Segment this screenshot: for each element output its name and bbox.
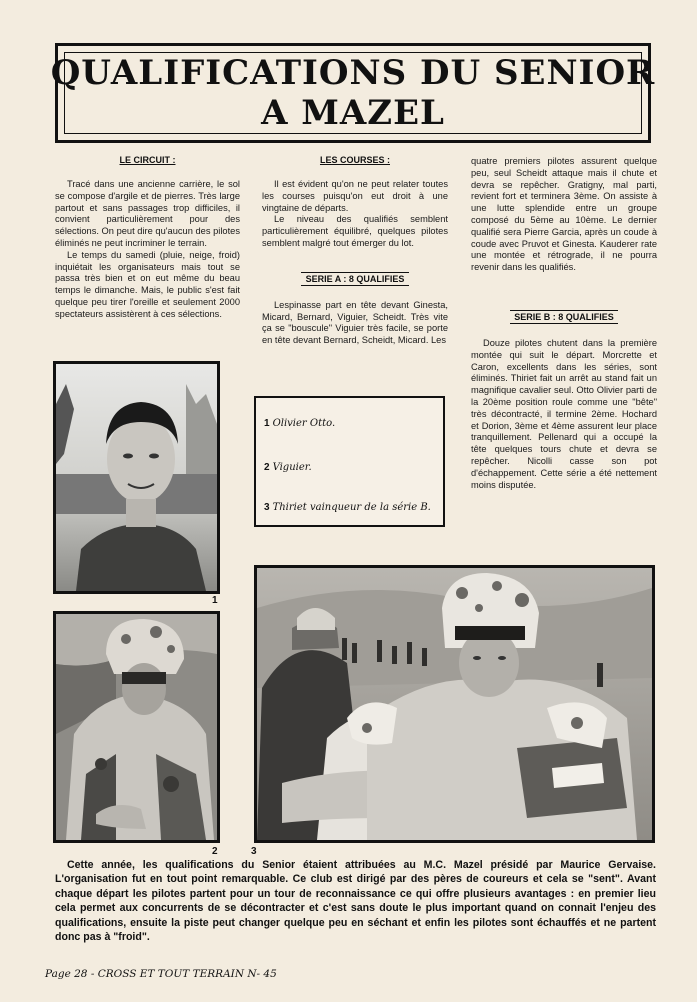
circuit-paragraph-2: Le temps du samedi (pluie, neige, froid) inquiétait les organisateurs mais tout se passa très bien et on eut même du beau temps le dimanche. Mais, le public s'est fait quelque peu tirer l'oreille et seulement 2000 spectateurs assistèrent à ces sélections. [55,249,240,319]
serie-a-continued-paragraph: quatre premiers pilotes assurent quelque peu, seul Scheidt attaque mais il chute et devra se repêcher. Gratigny, mal parti, revient fort et terminera 3ème. On assiste à une lutte splendide entre un groupe composé du 5ème au 10ème. Le dernier qualifié sera Pierre Garcia, après un coude à coude avec Pruvot et Ginesta. Kauderer rate une montée et rétrograde, il ne pourra revenir dans les qualifiés. [471,156,657,273]
heading-serie-a: SERIE A : 8 QUALIFIES [301,272,409,286]
photo-viguier [53,611,220,843]
photo-thiriet [254,565,655,843]
page-footer: Page 28 - CROSS ET TOUT TERRAIN N- 45 [45,968,277,980]
photo-number-1: 1 [212,595,218,606]
column-series [471,156,657,491]
photo-number-2: 2 [212,846,218,857]
title-frame [50,43,656,143]
serie-a-paragraph: Lespinasse part en tête devant Ginesta, Micard, Bernard, Viguier, Scheidt. Très vite ça se "bouscule" Viguier très facile, se porte en tête devant Bernard, Scheidt, Micard. Les [262,299,448,346]
caption-1 [264,418,335,429]
photo-viguier-image [56,614,217,840]
heading-serie-b: SERIE B : 8 QUALIFIES [510,310,618,324]
photo-thiriet-image [257,568,652,840]
caption-1-text: Olivier Otto. [272,418,336,429]
circuit-paragraph-1: Tracé dans une ancienne carrière, le sol se compose d'argile et de pierres. Très large partout et sans passages trop difficiles, il convient particulièrement pour des sélections. On peut dire qu'aucun des pilotes éliminés ne peut incriminer le terrain. [55,179,240,248]
serie-b-paragraph: Douze pilotes chutent dans la première montée qui suit le départ. Morcrette et Caron, excellents dans les séries, sont éliminés. Thiriet fait un arrêt au stand fait un magnifique cavalier seul. Otto Olivier parti de la 20ème position roule comme une "bête" très décontracté, il termine 2ème. Hochard et Dorion, 3ème et 4ème assurent leur place tranquillement. Pellenard qui a occupé la tête quelques tours chute et devra se repêcher. Nicolli casse son pot d'échappement. Cette série a été nettement moins disputée. [471,337,657,490]
captions-box [254,396,445,527]
heading-courses: LES COURSES : [319,155,390,165]
page-subtitle: A MAZEL [261,93,445,133]
page-title: QUALIFICATIONS DU SENIOR [50,53,656,93]
column-circuit [55,155,240,321]
column-courses [262,155,448,347]
intro-section [55,858,656,944]
photo-olivier-otto-image [56,364,217,591]
caption-2 [264,462,312,473]
courses-paragraph-1: Il est évident qu'on ne peut relater toutes les courses puisqu'on eut droit à une vingtaine de départs. [262,179,448,213]
courses-paragraph-2: Le niveau des qualifiés semblent particulièrement équilibré, quelques pilotes semblent malgré tout émerger du lot. [262,214,448,248]
caption-1-number: 1 [264,418,270,429]
caption-2-text: Viguier. [272,462,312,473]
caption-3-number: 3 [264,502,270,513]
title-inner-frame [50,52,656,134]
caption-3-text: Thiriet vainqueur de la série B. [272,502,431,513]
photo-number-3: 3 [251,846,257,857]
photo-olivier-otto [53,361,220,594]
caption-2-number: 2 [264,462,270,473]
caption-3 [264,502,431,513]
intro-paragraph: Cette année, les qualifications du Senior étaient attribuées au M.C. Mazel présidé par Maurice Gervaise. L'organisation fut en tout point remarquable. Ce club est dirigé par des pères de coureurs et cela se "sent". Avant chaque départ les pilotes partent pour un tour de reconnaissance ce qui offre plusieurs avantages : en premier lieu cela permet aux concurrents de se décontracter et c'est sans doute le plus important quand on connait l'enjeu des qualifications, ensuite la piste peut changer quelque peu en séchant et enfin les pilotes sont échauffés et ne partent donc pas à "froid". [55,859,656,944]
heading-circuit: LE CIRCUIT : [119,155,176,165]
